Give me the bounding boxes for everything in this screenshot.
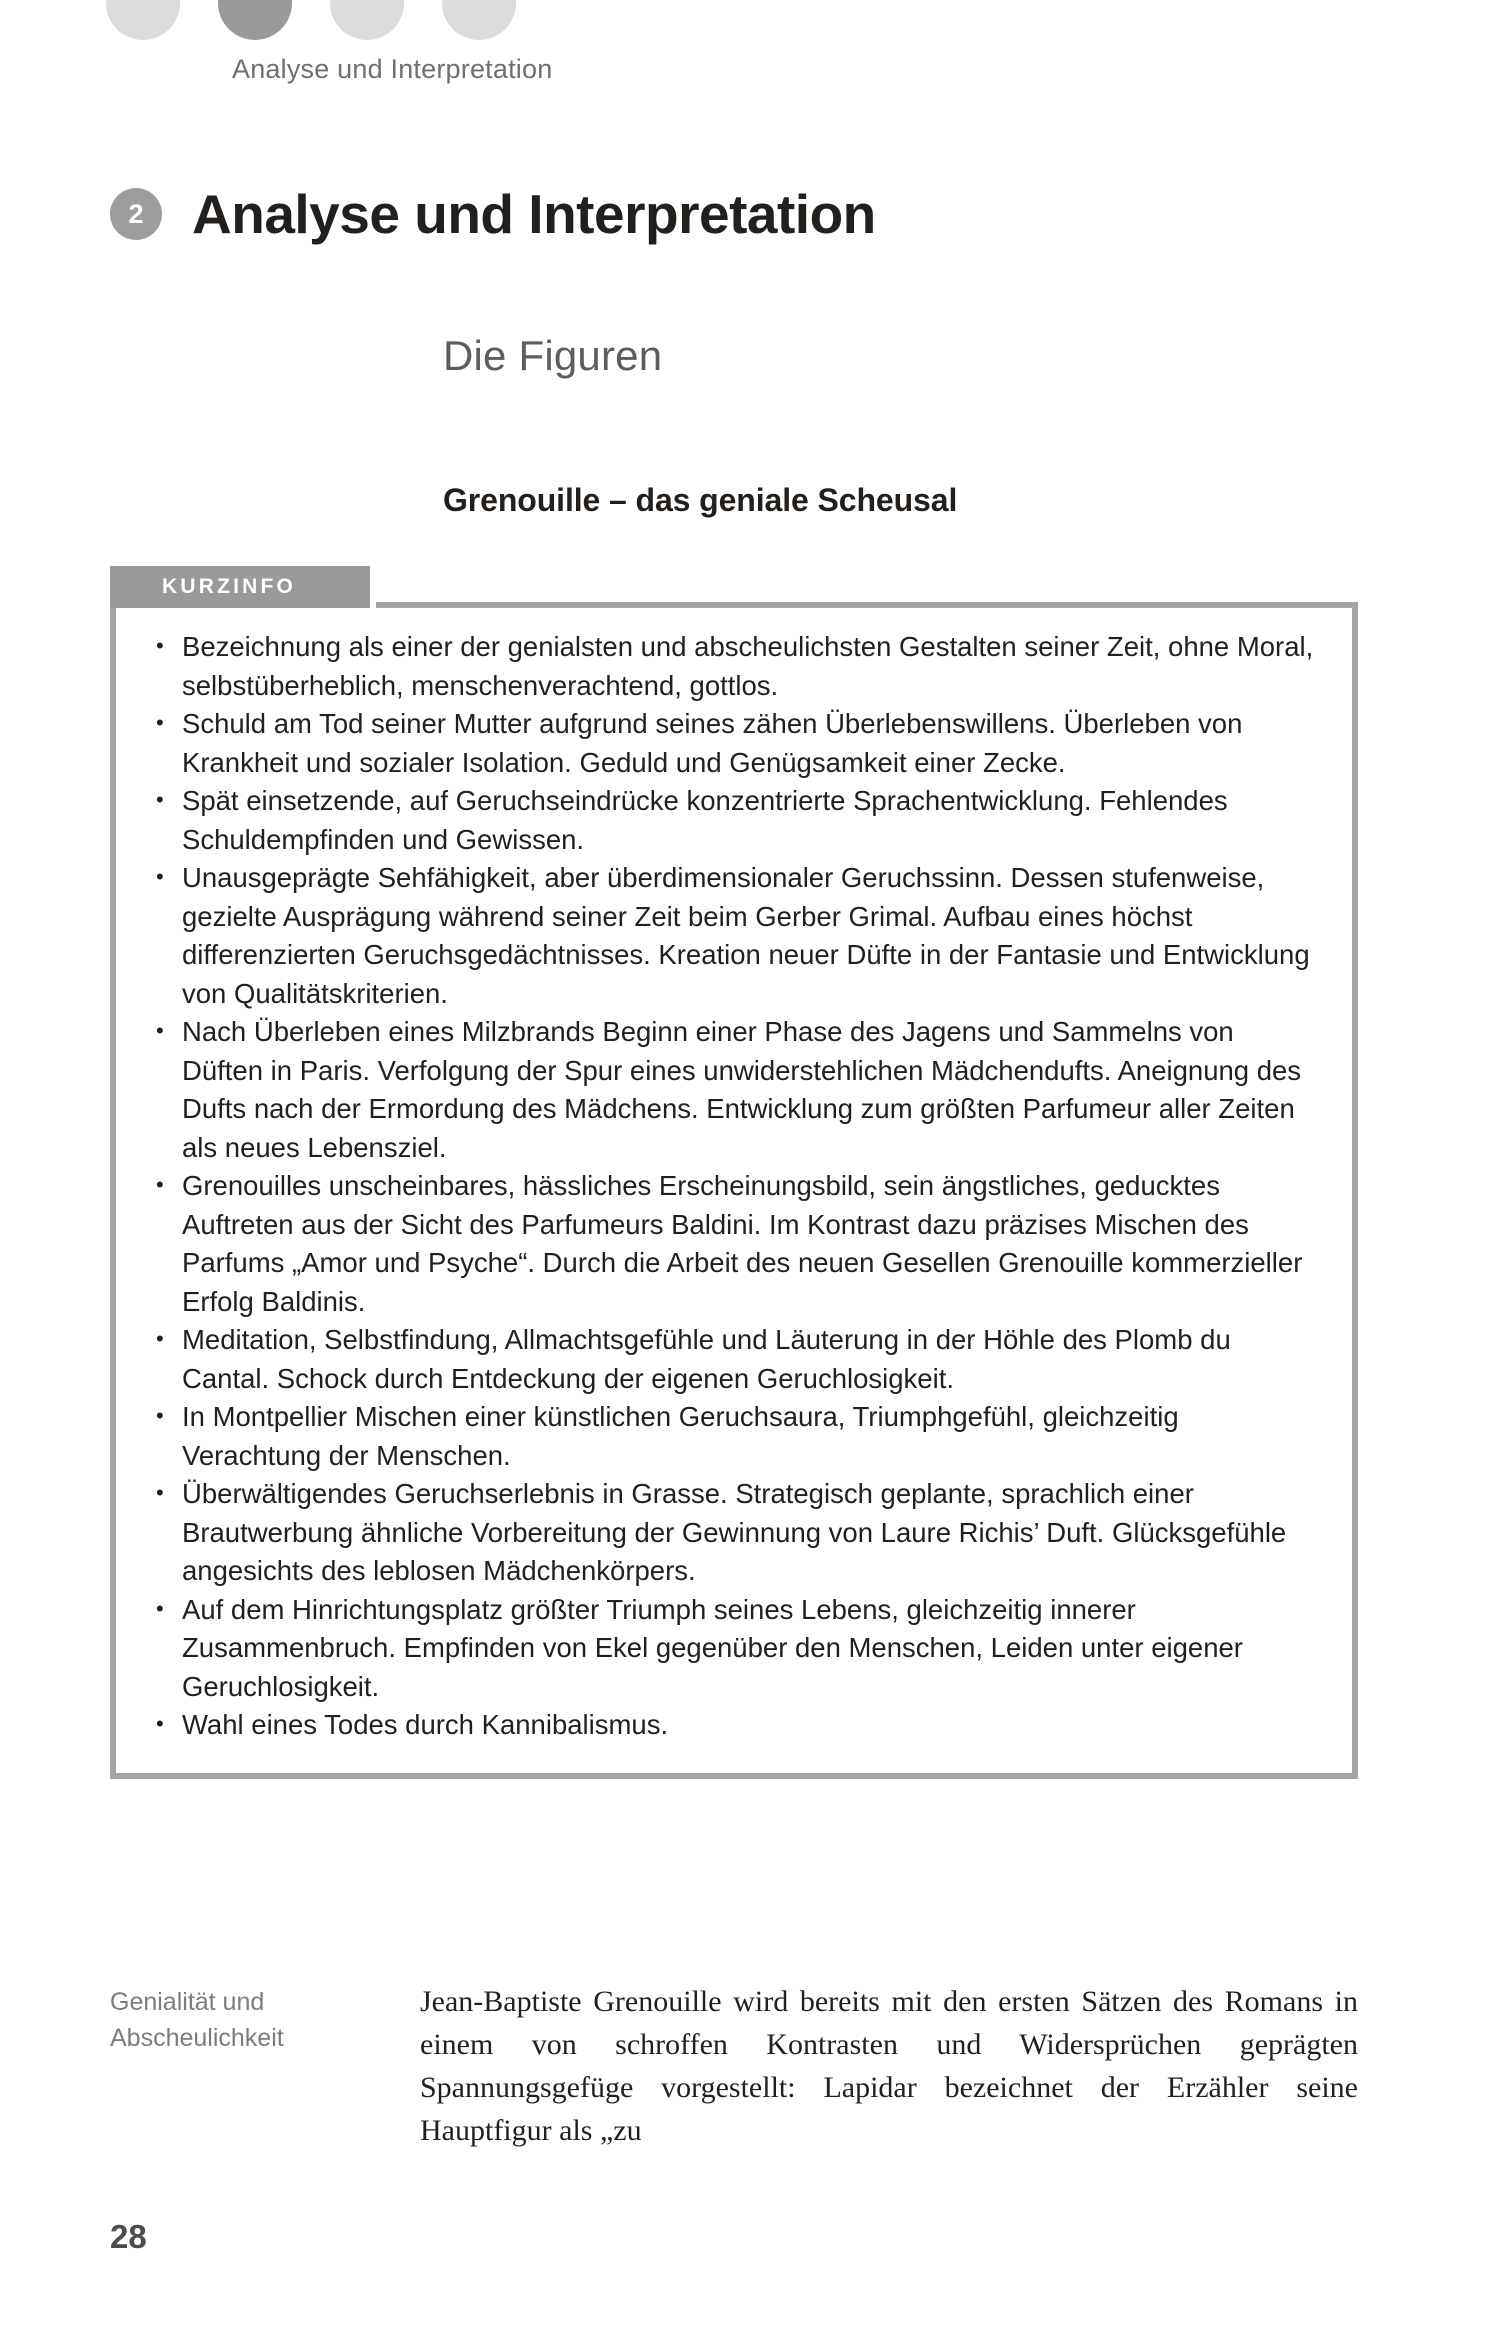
kurzinfo-list-item: • In Montpellier Mischen einer künstlichen Geruchsaura, Triumphgefühl, gleichzeitig Verachtung der Menschen. — [150, 1398, 1318, 1475]
body-paragraph: Jean-Baptiste Grenouille wird bereits mit den ersten Sätzen des Romans in einem von schroffen Kontrasten und Widersprüchen geprägten Spannungsgefüge vorgestellt: Lapidar bezeichnet der Erzähler seine Hauptfigur als „zu — [420, 1985, 1358, 2147]
chapter-dots-indicator — [106, 0, 516, 40]
chapter-dot-1 — [106, 0, 180, 40]
running-header-label: Analyse und Interpretation — [232, 54, 553, 84]
page-number: 28 — [110, 2218, 147, 2255]
kurzinfo-list-item: • Schuld am Tod seiner Mutter aufgrund seines zähen Überlebenswillens. Überleben von Krankheit und sozialer Isolation. Geduld und Genügsamkeit einer Zecke. — [150, 705, 1318, 782]
chapter-heading — [110, 182, 876, 246]
kurzinfo-list-item: • Wahl eines Todes durch Kannibalismus. — [150, 1706, 1318, 1745]
kurzinfo-list-item: • Grenouilles unscheinbares, hässliches Erscheinungsbild, sein ängstliches, geducktes Auftreten aus der Sicht des Parfumeurs Baldini. Im Kontrast dazu präzises Mischen des Parfums „Amor und Psyche“. Durch die Arbeit des neuen Gesellen Grenouille kommerzieller Erfolg Baldinis. — [150, 1167, 1318, 1321]
kurzinfo-list-item: • Unausgeprägte Sehfähigkeit, aber überdimensionaler Geruchssinn. Dessen stufenweise, gezielte Ausprägung während seiner Zeit beim Gerber Grimal. Aufbau eines höchst differenzierten Geruchsgedächtnisses. Kreation neuer Düfte in der Fantasie und Entwicklung von Qualitätskriterien. — [150, 859, 1318, 1013]
kurzinfo-box — [110, 608, 1358, 1779]
chapter-dot-4 — [442, 0, 516, 40]
chapter-dot-2-active — [218, 0, 292, 40]
kurzinfo-tab — [110, 566, 370, 608]
kurzinfo-list-item: • Nach Überleben eines Milzbrands Beginn einer Phase des Jagens und Sammelns von Düften in Paris. Verfolgung der Spur eines unwiderstehlichen Mädchendufts. Aneignung des Dufts nach der Ermordung des Mädchens. Entwicklung zum größten Parfumeur aller Zeiten als neues Lebensziel. — [150, 1013, 1318, 1167]
subsection-title: Grenouille – das geniale Scheusal — [443, 482, 958, 518]
kurzinfo-panel — [110, 566, 1358, 1779]
chapter-title: Analyse und Interpretation — [192, 183, 876, 245]
kurzinfo-list — [150, 628, 1318, 1745]
kurzinfo-list-item: • Überwältigendes Geruchserlebnis in Grasse. Strategisch geplante, sprachlich einer Brautwerbung ähnliche Vorbereitung der Gewinnung von Laure Richis’ Duft. Glücksgefühle angesichts des leblosen Mädchenkörpers. — [150, 1475, 1318, 1591]
kurzinfo-list-item: • Bezeichnung als einer der genialsten und abscheulichsten Gestalten seiner Zeit, ohne Moral, selbstüberheblich, menschenverachtend, gottlos. — [150, 628, 1318, 705]
chapter-number-badge: 2 — [110, 188, 162, 240]
kurzinfo-list-item: • Auf dem Hinrichtungsplatz größter Triumph seines Lebens, gleichzeitig innerer Zusammenbruch. Empfinden von Ekel gegenüber den Menschen, Leiden unter eigener Geruchlosigkeit. — [150, 1591, 1318, 1707]
body-section — [110, 1980, 1358, 2152]
section-title: Die Figuren — [443, 332, 663, 379]
kurzinfo-list-item: • Meditation, Selbstfindung, Allmachtsgefühle und Läuterung in der Höhle des Plomb du Cantal. Schock durch Entdeckung der eigenen Geruchlosigkeit. — [150, 1321, 1318, 1398]
kurzinfo-list-item: • Spät einsetzende, auf Geruchseindrücke konzentrierte Sprachentwicklung. Fehlendes Schuldempfinden und Gewissen. — [150, 782, 1318, 859]
margin-note: Genialität und Abscheulichkeit — [110, 1988, 284, 2052]
running-header — [0, 0, 1496, 130]
kurzinfo-tab-label: KURZINFO — [162, 575, 297, 598]
chapter-dot-3 — [330, 0, 404, 40]
